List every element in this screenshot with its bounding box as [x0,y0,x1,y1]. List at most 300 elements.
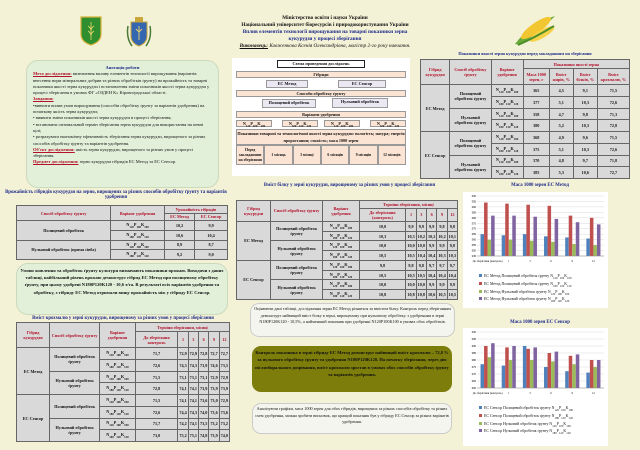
legend-entry [479,281,608,289]
table-row [421,155,630,167]
bar [523,234,527,256]
tillage-cell: Полицевий обробіток ґрунту [450,85,491,108]
value-cell: 10,5 [447,290,457,300]
value-cell: 74,1 [178,395,188,407]
bar [491,343,495,388]
scheme-periods [236,145,406,165]
legend-label: ЕС Сенсор Полицевий обробіток ґрунту $N_{120}P_{100}K_{100}$ [484,406,573,412]
legend-swatch [479,429,482,432]
scheme-title: Схема проведення досліджень [277,60,365,68]
scheme-period: Перед закладанням на зберігання [236,145,264,165]
header-cell: ЕС Метод [164,213,194,221]
table-row [421,85,630,97]
value-cell: 71,7 [135,418,178,430]
mass-note: Аналізуючи графіки, маса 1000 зерен для обох гібридів, вирощених за різних способів обробітку та різних схем удобрення, можна зробити висновок, що кращий показник був у гібриду ЕС Сенсор за різних варіантів удобрення. [252,403,452,434]
hybrid-cell: ЕС Метод [237,221,271,260]
header-cell: Показники якості зерна [523,60,629,69]
value-cell: 75,1 [188,430,198,442]
value-cell: 73,5 [219,359,229,371]
research-scheme [232,58,410,176]
fert-cell: $N_{180}P_{120}K_{120}$ [100,406,136,418]
bar [555,219,559,256]
header-cell: Спосіб обробітку ґрунту [450,60,491,85]
value-cell: 73,9 [219,383,229,395]
legend-entry [479,273,608,281]
fert-cell: $N_{180}P_{120}K_{120}$ [491,167,523,179]
y-tick-label: 375 [471,222,476,226]
value-cell: 10,6 [427,290,437,300]
value-cell: 9,9 [437,241,447,251]
bar [597,224,601,256]
table-row [237,241,458,251]
value-cell: 10,2 [427,231,437,241]
x-tick-label: 3 [529,260,531,263]
tasks-label: Завдання: [33,96,54,102]
poster-title-line1: Вплив елементів технології вирощування на товарні показники зерна [242,29,408,35]
fert-cell: $N_{120}P_{100}K_{100}$ [491,108,523,120]
table-cell: $N_{120}P_{100}K_{100}$ [111,240,165,250]
bar [551,242,555,256]
tillage-cell: Нульовий обробіток ґрунту [450,155,491,178]
value-cell: 10,6 [573,167,597,179]
scheme-hybrids-label: Гібриди [236,71,406,78]
header-cell: Гібрид кукурудзи [237,201,271,222]
value-cell: 10,5 [359,251,406,261]
fert-cell: $N_{120}P_{100}K_{100}$ [323,241,359,251]
value-cell: 72,9 [219,371,229,383]
table-row [237,280,458,290]
value-cell: 9,8 [406,260,416,270]
value-cell: 72,6 [135,406,178,418]
annotation-panel [26,60,219,188]
x-tick-label: 1 [508,260,510,263]
value-cell: 9,8 [437,221,447,231]
bar [590,360,594,388]
bar [533,347,537,388]
value-cell: 10,3 [406,231,416,241]
table-row [17,221,228,231]
value-cell: 9,7 [427,260,437,270]
fert-cell: $N_{180}P_{120}K_{120}$ [491,143,523,155]
value-cell: 9,9 [427,280,437,290]
chart-title: Маса 1000 зерен ЕС Метод [511,183,569,188]
value-cell: 72,9 [219,395,229,407]
legend-label: ЕС Метод Нульовий обробіток ґрунту $N_{120}P_{100}K_{100}$ [484,289,570,296]
x-tick-label: До зберігання (контроль) [472,260,503,263]
fert-cell: $N_{120}P_{100}K_{100}$ [323,260,359,270]
bar [593,245,597,256]
bar [484,346,488,388]
header-cell: 3 [416,208,426,221]
value-cell: 74,1 [188,383,198,395]
y-tick-label: 390 [471,345,476,348]
header-cell: Варіант удобрення [100,323,136,348]
header-cell: До зберігання контроль [135,332,178,348]
bar [509,360,513,388]
header-cell: Вміст білків, % [573,69,597,85]
table-row [17,348,230,360]
table-cell: 8,9 [164,240,194,250]
value-cell: 377 [523,96,549,108]
value-cell: 74,2 [178,418,188,430]
starch-note: Контроль показника в зерні гібриду ЕС Метод демонструє найвищий вміст крохмалю – 72,8 % за нульового обробітку ґрунту та удобрення N180P120K120. На початку зберігання, через дію післязбирального дозрівання, вміст крохмалю зростав в умовах обох способів обробітку ґрунту та варіантів удобрення. [252,346,452,392]
fert-cell: $N_{180}P_{120}K_{120}$ [323,290,359,300]
value-cell: 72,7 [597,167,629,179]
bar [548,206,552,256]
y-tick-label: 385 [471,211,476,215]
value-cell: 10,5 [437,290,447,300]
scheme-indicators: Показники товарної та технологічної якості зерна кукурудзи: вологість; натура; енергія проростання; схожість; маса 1000 зерен [237,131,405,143]
scheme-tillage: Полицевий обробіток [262,99,316,108]
value-cell: 72,6 [597,96,629,108]
legend-swatch [479,290,482,293]
scheme-fert: $N_{120}P_{100}K_{100}$ [324,120,360,127]
value-cell: 72,9 [178,348,188,360]
scheme-fert: $N_{180}P_{120}K_{120}$ [370,120,406,127]
bar [555,352,559,388]
value-cell: 10,3 [437,251,447,261]
protein-note: Оцінюючи дані таблиці, дослідження зерна ЕС Метод різняться за вмістом білку. Контроль перед зберіганням демонструє найвищий вміст білку в зерні, вирощеному при нульовому обробітку. з удобренням в зерні N180P120K120 - 10,5%, а найменший показник при удобренні N120P100K100 в умовах обох обробітків. [250,303,455,337]
author-label: Виконавець: [239,43,269,49]
scheme-hybrid: ЕС Метод [266,80,308,88]
value-cell: 385 [523,167,549,179]
value-cell: 4,7 [549,108,573,120]
y-tick-label: 400 [471,195,476,198]
tillage-cell: Полицевий обробіток ґрунту [270,260,322,280]
bar [481,364,485,388]
value-cell: 10,8 [416,290,426,300]
value-cell: 9,8 [573,108,597,120]
fert-cell: $N_{180}P_{120}K_{120}$ [323,251,359,261]
bar [488,357,492,388]
header-cell: Гібрид кукурудзи [421,60,450,85]
bar [569,216,573,256]
value-cell: 72,6 [597,143,629,155]
x-tick-label: 6 [550,392,552,395]
header-cell: Терміни зберігання, місяці [359,201,457,209]
value-cell: 9,9 [427,241,437,251]
value-cell: 4,9 [549,132,573,144]
annotation-title: Анотація роботи [105,65,140,70]
bar [565,237,569,256]
poster-title-line2: кукурудзи у процесі зберігання [288,36,362,42]
table-cell: 10,2 [164,221,194,231]
fert-cell: $N_{120}P_{100}K_{100}$ [491,132,523,144]
value-cell: 5,1 [549,96,573,108]
subject-text: зерно кукурудзи гібридів ЕС Метод та ЕС Сенсор. [78,159,177,165]
goal-paragraph [33,71,212,96]
value-cell: 10,0 [359,241,406,251]
legend-label: ЕС Сенсор Полицевий обробіток ґрунту $N_{180}P_{120}K_{120}$ [484,413,573,420]
value-cell: 9,9 [427,221,437,231]
legend-entry [479,421,608,429]
bar [530,360,534,388]
y-tick-label: 350 [471,249,476,253]
value-cell: 370 [523,155,549,167]
subject-label: Предмет дослідження: [33,159,79,165]
legend-swatch [479,422,482,425]
header-cell: Спосіб обробітку ґрунту [270,201,322,222]
hybrid-cell: ЕС Метод [17,348,50,395]
tillage-cell: Полицевий обробіток ґрунту [270,221,322,241]
tillage-cell: Полицевий обробіток ґрунту [50,348,100,371]
quality-table-caption: Показники якості зерна кукурудзи перед закладанням на зберігання [458,51,592,56]
value-cell: 10,8 [359,290,406,300]
legend-label: ЕС Сенсор Нульовий обробіток ґрунту $N_{120}P_{100}K_{100}$ [484,421,571,428]
university-emblem-icon [80,16,102,46]
quality-table [420,59,630,179]
value-cell: 10,0 [406,280,416,290]
chart-legend [463,273,608,304]
fert-cell: $N_{120}P_{100}K_{100}$ [100,395,136,407]
fert-cell: $N_{120}P_{100}K_{100}$ [100,371,136,383]
hybrid-cell: ЕС Сенсор [421,132,450,179]
fert-cell: $N_{180}P_{120}K_{120}$ [491,120,523,132]
value-cell: 10,0 [416,280,426,290]
value-cell: 74,0 [219,430,229,442]
bar [576,222,580,256]
scheme-fert: $N_{180}P_{120}K_{120}$ [282,120,318,127]
bar [481,234,485,256]
value-cell: 74,6 [209,359,219,371]
value-cell: 10,3 [447,251,457,261]
x-tick-label: 9 [571,392,573,395]
value-cell: 9,6 [573,132,597,144]
header-cell: Урожайність гібридів [164,206,227,214]
header-cell: 6 [199,332,209,348]
value-cell: 9,7 [573,155,597,167]
value-cell: 71,8 [597,155,629,167]
bar [572,244,576,256]
value-cell: 10,4 [447,270,457,280]
value-cell: 74,3 [188,359,198,371]
corn-cob-icon [510,14,560,46]
header-cell: До зберігання (контроль) [359,208,406,221]
header-cell: Спосіб обробітку ґрунту [17,206,111,221]
table-cell: 9,2 [164,250,194,260]
legend-label: ЕС Сенсор Нульовий обробіток ґрунту $N_{180}P_{120}K_{120}$ [484,429,571,436]
x-tick-label: 12 [592,392,595,395]
x-tick-label: До зберігання (контроль) [472,392,503,395]
bar [565,371,569,388]
bar [512,216,516,256]
header-cell: Терміни зберігання, місяці [135,323,229,332]
table-cell: $N_{180}P_{120}K_{120}$ [111,230,165,240]
subject-paragraph [33,159,212,165]
value-cell: 73,5 [199,418,209,430]
bar [505,204,509,256]
value-cell: 72,9 [188,348,198,360]
university-name: Національний університет біоресурсів і природокористування України [241,22,409,28]
value-cell: 71,5 [135,395,178,407]
y-tick-label: 345 [471,255,476,258]
chart-legend [463,405,608,436]
tillage-cell: Полицевий обробіток [50,395,100,418]
bar [526,205,530,256]
value-cell: 73,1 [178,371,188,383]
scheme-period: 1 місяць [264,145,292,165]
value-cell: 72,8 [199,348,209,360]
bar [597,360,601,388]
scheme-tillage: Нульовий обробіток [332,98,388,108]
value-cell: 10,4 [427,251,437,261]
value-cell: 10,8 [406,290,416,300]
legend-label: ЕС Метод Нульовий обробіток ґрунту $N_{180}P_{120}K_{120}$ [484,297,570,304]
value-cell: 368 [523,132,549,144]
value-cell: 10,4 [416,251,426,261]
legend-entry [479,413,608,421]
chart-sensor-svg [463,328,608,400]
value-cell: 74,3 [178,359,188,371]
value-cell: 10,0 [359,221,406,231]
bar [593,367,597,388]
value-cell: 71,3 [597,108,629,120]
y-tick-label: 390 [471,205,476,209]
tillage-cell: Нульовий обробіток ґрунту [270,280,322,300]
table-cell: Полицевий обробіток [17,221,111,240]
object-text: якість зерна кукурудзи, вирощеного за різних умов у процесі зберігання. [33,146,194,159]
fert-cell: $N_{120}P_{100}K_{100}$ [100,348,136,360]
value-cell: 10,0 [406,241,416,251]
legend-swatch [479,297,482,300]
value-cell: 10,2 [437,231,447,241]
legend-label: ЕС Метод Полицевий обробіток ґрунту $N_{180}P_{120}K_{120}$ [484,281,572,288]
value-cell: 9,7 [447,260,457,270]
table-row [17,240,228,250]
value-cell: 10,5 [359,270,406,280]
value-cell: 5,3 [549,167,573,179]
value-cell: 10,5 [406,251,416,261]
value-cell: 73,6 [209,406,219,418]
table-row [237,221,458,231]
value-cell: 71,7 [135,348,178,360]
scheme-period: 12 місяців [378,145,406,165]
y-tick-label: 370 [471,373,476,376]
bar [586,239,590,256]
task-item: • розрахувати економічну ефективність зберігання зерна кукурудзи, вирощеного за різних способів обробітку ґрунту та варіантів удобрення. [33,134,206,146]
fert-cell: $N_{120}P_{100}K_{100}$ [491,85,523,97]
value-cell: 74,8 [199,430,209,442]
bar [590,218,594,256]
fert-cell: $N_{180}P_{120}K_{120}$ [100,430,136,442]
scheme-period: 9 місяців [349,145,377,165]
header-cell: 12 [219,332,229,348]
value-cell: 10,3 [573,120,597,132]
value-cell: 5,2 [549,120,573,132]
yield-table-caption: Врожайність гібридів кукурудзи на зерно, вирощених за різних способів обробітку ґрунту та варіантів удобрення [5,190,227,200]
value-cell: 358 [523,108,549,120]
value-cell: 73,1 [188,371,198,383]
value-cell: 72,8 [135,383,178,395]
chart-metod-svg [463,192,608,268]
tillage-cell: Нульовий обробіток ґрунту [50,371,100,394]
table-row [421,132,630,144]
table-cell: 10,6 [164,230,194,240]
tillage-cell: Полицевий обробіток ґрунту [450,132,491,155]
task-item: • встановити оптимальний термін зберігання зерна кукурудзи для використання на певні цілі; [33,121,204,133]
x-tick-label: 3 [529,392,531,395]
fert-cell: $N_{180}P_{120}K_{120}$ [323,270,359,280]
header-cell: Варіант удобрення [323,201,359,222]
header-cell: 9 [209,332,219,348]
value-cell: 73,9 [209,430,219,442]
table-cell: Нульовий обробіток (пряма сівба) [17,240,111,259]
bar [502,235,506,256]
goal-label: Мета дослідження: [33,71,72,77]
value-cell: 9,9 [437,280,447,290]
value-cell: 10,3 [359,231,406,241]
value-cell: 73,9 [199,383,209,395]
x-tick-label: 1 [508,392,510,395]
header-cell: 6 [427,208,437,221]
fert-cell: $N_{120}P_{100}K_{100}$ [100,418,136,430]
legend-swatch [479,282,482,285]
y-tick-label: 400 [471,331,476,334]
y-tick-label: 360 [471,387,476,390]
value-cell: 73,2 [219,418,229,430]
bar [484,203,488,256]
value-cell: 71,5 [597,85,629,97]
poster-header [200,15,450,50]
bar [505,347,509,388]
tillage-cell: Нульовий обробіток ґрунту [50,418,100,441]
bar [544,367,548,388]
y-tick-label: 360 [471,238,476,242]
legend-swatch [479,406,482,409]
bar [491,216,495,256]
value-cell: 73,9 [199,359,209,371]
chart-sensor [463,328,608,446]
yield-table [16,205,228,260]
header-cell: Гібрид кукурудзи [17,323,50,348]
legend-label: ЕС Метод Полицевий обробіток ґрунту $N_{120}P_{100}K_{100}$ [484,274,572,280]
header-cell: Вміст крохмалю, % [597,69,629,85]
value-cell: 74,4 [178,406,188,418]
bar [502,366,506,388]
tillage-cell: Нульовий обробіток ґрунту [450,108,491,131]
table-row [237,260,458,270]
value-cell: 10,4 [427,270,437,280]
protein-table-caption: Вміст білку у зерні кукурудзи, вирощеному за різних умов у процесі зберігання [263,183,436,188]
table-cell: $N_{120}P_{100}K_{100}$ [111,221,165,231]
value-cell: 72,8 [597,120,629,132]
legend-swatch [479,274,482,277]
value-cell: 9,8 [416,260,426,270]
table-cell: 9,9 [195,221,228,231]
table-row [421,108,630,120]
bar [548,353,552,388]
value-cell: 9,8 [447,241,457,251]
value-cell: 72,9 [209,371,219,383]
fert-cell: $N_{120}P_{100}K_{100}$ [323,280,359,290]
regional-coat-of-arms-icon [126,16,152,50]
bar [572,364,576,388]
value-cell: 10,1 [447,231,457,241]
value-cell: 73,2 [209,418,219,430]
bar [530,241,534,256]
header-cell: 9 [437,208,447,221]
value-cell: 4,5 [549,85,573,97]
scheme-tillage-label: Способи обробітку ґрунту [236,90,406,97]
value-cell: 5,1 [549,143,573,155]
header-cell: ЕС Сенсор [195,213,228,221]
header-cell: 1 [406,208,416,221]
value-cell: 10,0 [359,280,406,290]
value-cell: 10,4 [437,270,447,280]
object-paragraph [33,147,212,160]
scheme-hybrid: ЕС Сенсор [338,80,386,88]
value-cell: 10,2 [416,231,426,241]
